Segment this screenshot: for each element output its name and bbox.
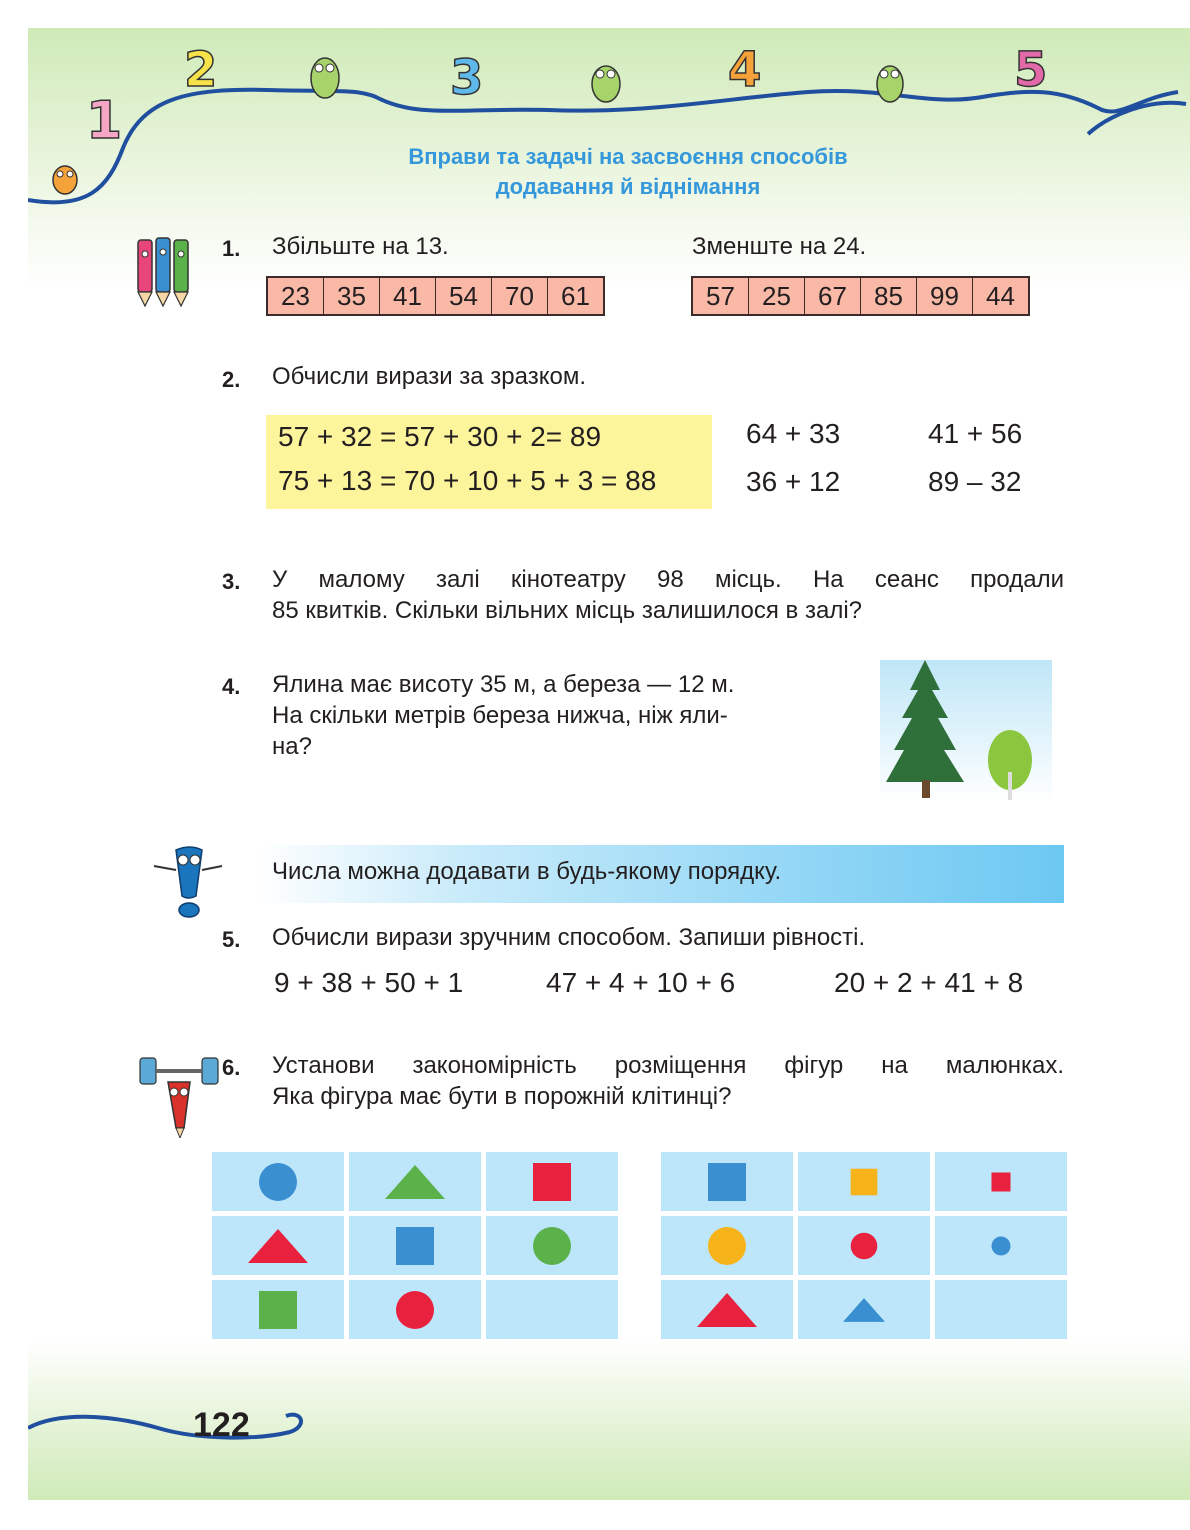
orange-character-icon bbox=[42, 160, 88, 200]
shape-grid-left bbox=[212, 1152, 618, 1339]
expression: 89 – 32 bbox=[928, 466, 1022, 497]
square-shape bbox=[697, 1157, 757, 1207]
number-cell: 44 bbox=[986, 281, 1015, 311]
grid-cell bbox=[798, 1216, 930, 1275]
digit-character-4 bbox=[722, 38, 768, 98]
grid-cell bbox=[349, 1216, 481, 1275]
number-cell: 23 bbox=[268, 278, 324, 314]
circle-shape bbox=[697, 1221, 757, 1271]
grid-cell bbox=[798, 1280, 930, 1339]
green-character-icon bbox=[584, 56, 628, 106]
grid-cell bbox=[486, 1216, 618, 1275]
page-title-line-2: додавання й віднімання bbox=[495, 174, 761, 199]
exercise-1-right-label: Зменште на 24. bbox=[692, 233, 867, 260]
number-cell: 25 bbox=[749, 278, 805, 314]
grid-cell bbox=[935, 1152, 1067, 1211]
exercise-6-number: 6. bbox=[222, 1055, 241, 1080]
textbook-page bbox=[28, 28, 1190, 1500]
square-shape bbox=[248, 1285, 308, 1335]
grid-cell bbox=[661, 1152, 793, 1211]
triangle-shape bbox=[834, 1285, 894, 1335]
grid-cell bbox=[935, 1280, 1067, 1339]
grid-cell bbox=[798, 1152, 930, 1211]
number-cell: 54 bbox=[436, 278, 492, 314]
grid-cell bbox=[661, 1280, 793, 1339]
exercise-6-line-2: Яка фігура має бути в порожній клітинці? bbox=[272, 1083, 732, 1110]
digit-character-1 bbox=[80, 86, 120, 156]
sample-line-1: 57 + 32 = 57 + 30 + 2= 89 bbox=[278, 421, 602, 452]
grid-cell bbox=[661, 1216, 793, 1275]
exercise-5-number: 5. bbox=[222, 927, 241, 952]
page-title-line-1: Вправи та задачі на засвоєння способів bbox=[408, 144, 848, 169]
grid-cell bbox=[349, 1280, 481, 1339]
green-character-icon bbox=[300, 52, 350, 104]
number-cell: 67 bbox=[805, 278, 861, 314]
grid-cell bbox=[935, 1216, 1067, 1275]
expression: 36 + 12 bbox=[746, 466, 841, 497]
grid-cell bbox=[212, 1280, 344, 1339]
expression: 47 + 4 + 10 + 6 bbox=[546, 967, 736, 998]
triangle-shape bbox=[248, 1221, 308, 1271]
exercise-5-instruction: Обчисли вирази зручним способом. Запиши рівності. bbox=[272, 924, 866, 951]
square-shape bbox=[385, 1221, 445, 1271]
grid-cell bbox=[486, 1152, 618, 1211]
svg-text:4: 4 bbox=[728, 42, 762, 98]
number-cell: 61 bbox=[561, 281, 590, 311]
circle-shape bbox=[385, 1285, 445, 1335]
number-cell: 70 bbox=[492, 278, 548, 314]
exercise-3-number: 3. bbox=[222, 569, 241, 594]
page-title bbox=[308, 142, 948, 202]
exercise-6-line-1: Установи закономірність розміщення фігур на малюнках. bbox=[272, 1052, 1064, 1079]
digit-character-5 bbox=[1008, 38, 1054, 98]
exclamation-character-icon bbox=[148, 844, 228, 920]
svg-text:3: 3 bbox=[450, 50, 484, 106]
weightlifter-pencil-icon bbox=[136, 1048, 222, 1138]
grid-cell bbox=[349, 1152, 481, 1211]
number-cell: 35 bbox=[324, 278, 380, 314]
trees-picture bbox=[880, 660, 1052, 802]
svg-text:2: 2 bbox=[184, 42, 218, 98]
square-shape bbox=[971, 1157, 1031, 1207]
triangle-shape bbox=[385, 1157, 445, 1207]
square-shape bbox=[834, 1157, 894, 1207]
circle-shape bbox=[971, 1221, 1031, 1271]
digit-character-3 bbox=[444, 46, 490, 106]
grid-cell bbox=[486, 1280, 618, 1339]
triangle-shape bbox=[697, 1285, 757, 1335]
square-shape bbox=[522, 1157, 582, 1207]
exercise-1-right-strip bbox=[691, 276, 1030, 316]
number-cell: 99 bbox=[917, 278, 973, 314]
sample-line-2: 75 + 13 = 70 + 10 + 5 + 3 = 88 bbox=[278, 465, 657, 496]
grid-cell bbox=[212, 1152, 344, 1211]
exercise-4-line-3: на? bbox=[272, 733, 312, 760]
expression: 64 + 33 bbox=[746, 418, 841, 449]
svg-text:5: 5 bbox=[1014, 42, 1048, 98]
expression: 20 + 2 + 41 + 8 bbox=[834, 967, 1024, 998]
shape-grid-right bbox=[661, 1152, 1067, 1339]
pencils-icon bbox=[126, 232, 206, 312]
grid-cell bbox=[212, 1216, 344, 1275]
exercise-3-line-2: 85 квитків. Скільки вільних місць залишилося в залі? bbox=[272, 597, 863, 624]
exercise-4-number: 4. bbox=[222, 674, 241, 699]
svg-text:1: 1 bbox=[86, 91, 120, 151]
number-cell: 85 bbox=[861, 278, 917, 314]
digit-character-2 bbox=[178, 38, 224, 98]
expression: 41 + 56 bbox=[928, 418, 1023, 449]
circle-shape bbox=[248, 1157, 308, 1207]
footer-wave bbox=[28, 1388, 328, 1458]
circle-shape bbox=[834, 1221, 894, 1271]
green-character-icon bbox=[868, 56, 912, 106]
number-cell: 57 bbox=[693, 278, 749, 314]
page-number: 122 bbox=[193, 1406, 250, 1444]
exercise-3-line-1: У малому залі кінотеатру 98 місць. На сеанс продали bbox=[272, 566, 1064, 593]
exercise-1-left-strip bbox=[266, 276, 605, 316]
exercise-1-number: 1. bbox=[222, 236, 241, 261]
expression: 9 + 38 + 50 + 1 bbox=[274, 967, 464, 998]
exercise-4-line-1: Ялина має висоту 35 м, а береза — 12 м. bbox=[272, 671, 735, 698]
exercise-1-left-label: Збільште на 13. bbox=[272, 233, 449, 260]
number-cell: 41 bbox=[380, 278, 436, 314]
exercise-2-number: 2. bbox=[222, 367, 241, 392]
exercise-2-instruction: Обчисли вирази за зразком. bbox=[272, 363, 587, 390]
rule-text: Числа можна додавати в будь-якому порядку. bbox=[272, 858, 782, 885]
sample-box bbox=[266, 415, 712, 509]
exercise-4-line-2: На скільки метрів береза нижча, ніж яли- bbox=[272, 702, 728, 729]
circle-shape bbox=[522, 1221, 582, 1271]
